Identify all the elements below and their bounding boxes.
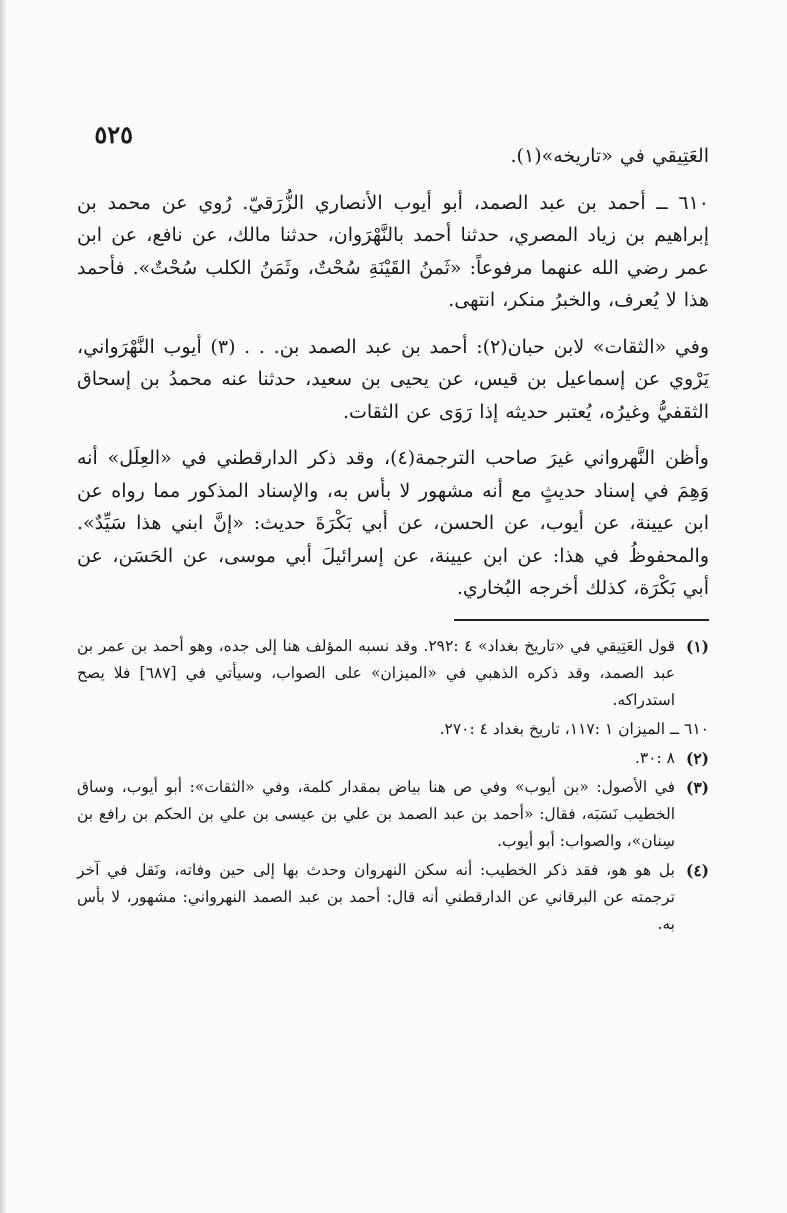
paragraph-thiqat: وفي «الثقات» لابن حبان(٢): أحمد بن عبد الصمد بن. . . (٣) أيوب النَّهْرَواني، يَرْوي عن إسماعيل بن قيس، عن يحيى بن سعيد، حدثنا عنه محمدُ بن إسحاق الثقفيُّ وغيرُه، يُعتبر حديثه إذا رَوَى عن الثقات. xyxy=(77,335,709,423)
footnote-text: قول العَتِيقي في «تاريخ بغداد» ٤ :٢٩٢. وقد نسبه المؤلف هنا إلى جده، وهو أحمد بن عمر بن عبد الصمد، وقد ذكره الذهبي في «الميزان» على الصواب، وسيأتي في [٦٨٧] فلا يصح استدراكه. xyxy=(77,636,675,709)
footnote-4 xyxy=(77,857,709,938)
footnote-text: ٦١٠ ــ الميزان ١ :١١٧، تاريخ بغداد ٤ :٢٧٠. xyxy=(439,719,709,738)
paragraph-0: العَتِيقي في «تاريخه»(١). xyxy=(510,145,709,167)
footnote-marker: (٤) xyxy=(685,860,709,880)
footnote-marker: (١) xyxy=(685,636,709,656)
footnotes xyxy=(77,633,709,938)
footnote-2 xyxy=(77,745,709,772)
footnote-text: في الأصول: «بن أيوب» وفي ص هنا بياض بمقدار كلمة، وفي «الثقات»: أبو أيوب، وساق الخطيب نَسَبَه، فقال: «أحمد بن عبد الصمد بن علي بن عيسى بن علي بن الحكم بن رافع بن سِنان»، والصواب: أبو أيوب. xyxy=(77,777,675,850)
footnote-marker: (٣) xyxy=(685,777,709,797)
paragraph-nahrawani: وأظن النَّهرواني غيرَ صاحب الترجمة(٤)، وقد ذكر الدارقطني في «العِلَل» أنه وَهِمَ في إسناد حديثٍ مع أنه مشهور لا بأس به، والإسناد المذكور مما رواه عن ابن عيينة، عن أيوب، عن الحسن، عن أبي بَكْرَةَ حديث: «إنَّ ابني هذا سَيِّدٌ». والمحفوظُ في هذا: عن ابن عيينة، عن إسرائيلَ أبي موسى، عن الحَسَن، عن أبي بَكْرَة، كذلك أخرجه البُخاري. xyxy=(77,447,709,599)
scan-edge xyxy=(0,0,6,1213)
footnote-3 xyxy=(77,774,709,855)
footnote-source-610 xyxy=(77,716,709,743)
page-body xyxy=(77,140,709,940)
footnote-text: ٨ :٣٠. xyxy=(634,748,675,767)
page-number: ٥٢٥ xyxy=(94,120,133,149)
footnote-1 xyxy=(77,633,709,714)
footnote-divider xyxy=(454,619,709,621)
paragraph-entry-610: ٦١٠ ــ أحمد بن عبد الصمد، أبو أيوب الأنصاري الزُّرَقيّ. رُوي عن محمد بن إبراهيم بن زياد المصري، حدثنا أحمد بالنَّهْرَوان، حدثنا مالك، عن نافع، عن ابن عمر رضي الله عنهما مرفوعاً: «ثَمنُ القَيْنَةِ سُحْتٌ، وثَمَنُ الكلب سُحْتٌ». فأحمد هذا لا يُعرف، والخبرُ منكر، انتهى. xyxy=(77,191,710,311)
footnote-text: بل هو هو، فقد ذكر الخطيب: أنه سكن النهروان وحدث بها إلى حين وفاته، ونَقل في آخر ترجمته عن البرقاني عن الدارقطني أنه قال: أحمد بن عبد الصمد النهرواني: مشهور، لا بأس به. xyxy=(77,860,675,933)
footnote-marker: (٢) xyxy=(685,748,709,768)
